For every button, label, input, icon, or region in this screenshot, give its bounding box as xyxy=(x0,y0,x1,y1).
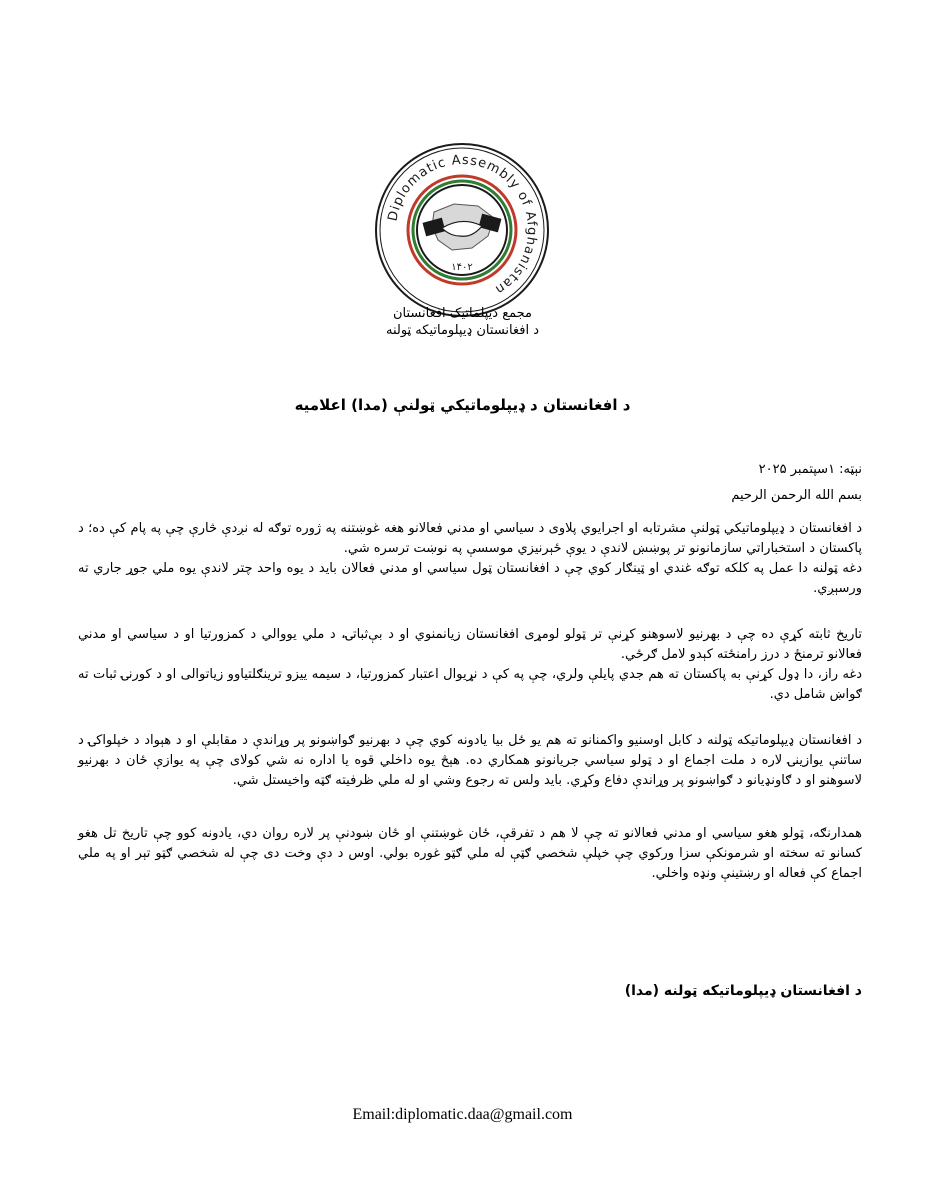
bismillah: بسم الله الرحمن الرحیم xyxy=(731,488,862,503)
logo-emblem xyxy=(372,140,552,320)
org-name-dari: مجمع دیپلماتیک افغانستان xyxy=(392,306,533,321)
assembly-logo xyxy=(372,140,552,320)
paragraph-4-line-a: همدارنګه، ټولو هغو سیاسي او مدني فعالانو ته چې لا هم د تفرقې، ځان غوښتنې او ځان ښودنې پر لاره روان دي، یادونه کوو چې تاریخ تل هغو کسانو ته سخته او شرمونکې سزا ورکوي چې خپلې شخصي ګټې له ملي ګټو غوره بولي. اوس د دې وخت دی چې له شخصي ګټو تېر او په ملي اجماع کې فعاله او رښتینې ونډه واخلي. xyxy=(78,826,862,881)
paragraph-4 xyxy=(78,824,862,884)
paragraph-1-line-a: د افغانستان د ډیپلوماتیکي ټولنې مشرتابه او اجرایوي پلاوی د سیاسي او مدني فعالانو هغه غوښتنه په ژوره توګه له نږدې څارې چې په پام کې ده؛ د پاکستان د استخباراتي سازمانونو تر پوښښ لاندې د یوې ځېرنیزي موسسې په نوښت ترسره شي. xyxy=(78,521,862,556)
paragraph-2-line-b: دغه راز، دا ډول کړنې به پاکستان ته هم جدي پایلې ولري، چې په کې د نړیوال اعتبار کمزورتیا، د سیمه ییزو ترینګلتیاوو زیاتوالی او د کورنۍ ثبات ته ګواښ شامل دي. xyxy=(78,667,862,702)
logo-ring-text: Diplomatic Assembly of Afghanistan xyxy=(385,152,540,298)
paragraph-1 xyxy=(78,519,862,599)
signoff: د افغانستان ډيپلوماتيکه ټولنه (مدا) xyxy=(624,983,862,999)
paragraph-2 xyxy=(78,625,862,705)
paragraph-1-line-b: دغه ټولنه دا عمل په کلکه توګه غندي او ټينګار کوي چې د افغانستان ټول سياسي او مدني فعالان بايد د يوه واحد چتر لاندې يوه ملي جوړ جاري ته ورسېږي. xyxy=(78,561,862,596)
org-name-pashto: د افغانستان ډيپلوماتيکه ټولنه xyxy=(385,323,540,338)
date-line: نېټه: ۱سپتمبر ۲۰۲۵ xyxy=(758,462,862,477)
contact-email[interactable]: Email:diplomatic.daa@gmail.com xyxy=(352,1106,573,1123)
announcement-title: د افغانستان د ډیپلوماتیکي ټولنې (مدا) اعلامیه xyxy=(294,396,631,414)
paragraph-2-line-a: تاریخ ثابته کړې ده چې د بهرنیو لاسوهنو کړنې تر ټولو لومړی افغانستان زیانمنوي او د بې‌ثباتۍ، د ملي یووالي د کمزورتیا او د سیاسي او مدني فعالانو ترمنځ د درز رامنځته کېدو لامل ګرځي. xyxy=(78,627,862,662)
logo-year: ۱۴۰۲ xyxy=(451,262,473,273)
paragraph-3 xyxy=(78,731,862,791)
paragraph-3-line-a: د افغانستان ډیپلوماتیکه ټولنه د کابل اوسنیو واکمنانو ته هم یو ځل بیا یادونه کوي چې د بهرنیو ګواښونو پر وړاندې د مقابلې او د هېواد د خپلواکۍ د ساتنې یوازینۍ لاره د ملت اجماع او د ټولو سیاسي جریانونو همکاري ده. هېڅ یوه داخلي قوه یا اداره نه شي کولای چې په یوازې ځان د بهرنیو لاسوهنو او د ګاونډیانو د ګواښونو پر وړاندې دفاع وکړي. باید ولس ته رجوع وشي او له ملي ظرفیته ګټه واخیستل شي. xyxy=(78,733,862,788)
